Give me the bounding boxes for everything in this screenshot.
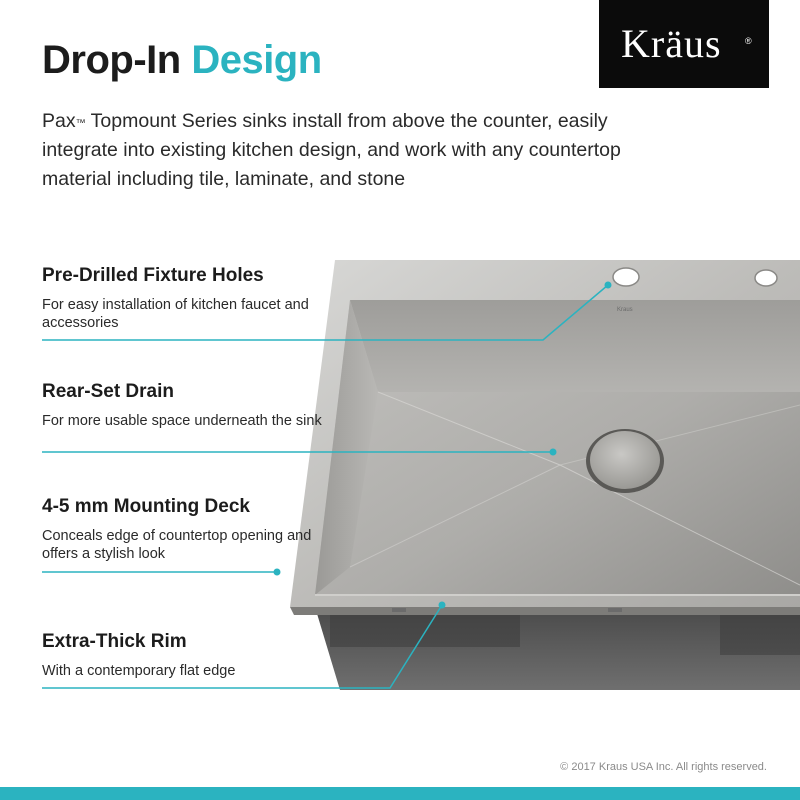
feature-title: Extra-Thick Rim	[42, 631, 187, 652]
title-word-2: Design	[191, 38, 322, 82]
feature-description: Conceals edge of countertop opening and offers a stylish look	[42, 527, 312, 562]
feature-description: For easy installation of kitchen faucet and accessories	[42, 296, 309, 331]
feature-thick-rim	[42, 631, 342, 680]
logo-registered: ®	[745, 36, 752, 46]
page-title	[42, 40, 322, 80]
logo-text: Kräus	[621, 21, 722, 66]
feature-mounting-deck	[42, 496, 342, 563]
feature-rear-drain	[42, 381, 342, 430]
feature-title: Rear-Set Drain	[42, 381, 174, 402]
intro-paragraph	[42, 107, 622, 194]
brand-logo	[599, 0, 769, 88]
sink-engraving: Kraus	[617, 307, 633, 313]
intro-product: Pax	[42, 110, 76, 132]
intro-trademark: ™	[75, 118, 86, 129]
bottom-accent-bar	[0, 787, 800, 800]
intro-text: Topmount Series sinks install from above the counter, easily integrate into existing kitchen design, and work with any countertop material including tile, laminate, and stone	[42, 110, 621, 190]
feature-description: With a contemporary flat edge	[42, 662, 236, 679]
feature-fixture-holes	[42, 265, 342, 332]
copyright-notice: © 2017 Kraus USA Inc. All rights reserved.	[560, 761, 767, 773]
feature-description: For more usable space underneath the sink	[42, 412, 322, 429]
feature-title: Pre-Drilled Fixture Holes	[42, 265, 264, 286]
sink-image	[270, 255, 800, 690]
feature-title: 4-5 mm Mounting Deck	[42, 496, 250, 517]
title-word-1: Drop-In	[42, 38, 181, 82]
